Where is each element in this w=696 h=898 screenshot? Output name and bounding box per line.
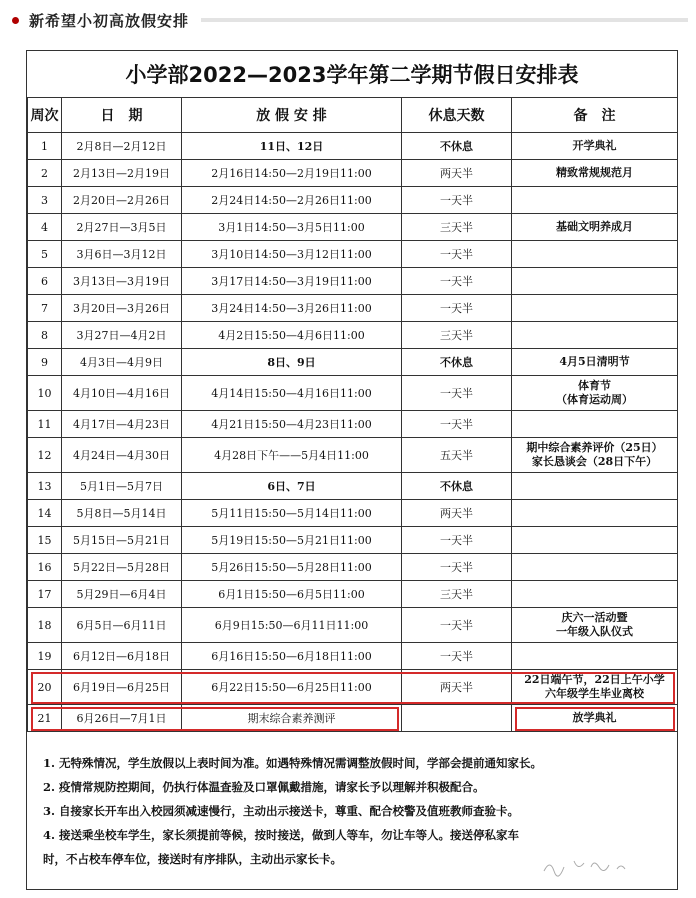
week-cell: 13 bbox=[28, 473, 62, 500]
plan-cell: 6月1日15:50—6月5日11:00 bbox=[182, 581, 402, 608]
note-cell bbox=[512, 527, 678, 554]
rest-days-cell: 一天半 bbox=[402, 411, 512, 438]
week-cell: 16 bbox=[28, 554, 62, 581]
note-text-line-2: 家长恳谈会（28日下午） bbox=[531, 455, 658, 468]
schedule-document bbox=[26, 50, 678, 890]
table-row bbox=[28, 500, 678, 527]
table-row bbox=[28, 643, 678, 670]
column-header-plan: 放 假 安 排 bbox=[182, 98, 402, 133]
note-cell bbox=[512, 133, 678, 160]
week-cell: 20 bbox=[28, 670, 62, 705]
date-cell: 5月15日—5月21日 bbox=[62, 527, 182, 554]
date-cell: 5月29日—6月4日 bbox=[62, 581, 182, 608]
week-cell: 19 bbox=[28, 643, 62, 670]
week-cell: 2 bbox=[28, 160, 62, 187]
rest-days-cell: 三天半 bbox=[402, 322, 512, 349]
table-row bbox=[28, 527, 678, 554]
note-text: 期中综合素养评价（25日） bbox=[526, 441, 663, 454]
column-header-rest-days: 休息天数 bbox=[402, 98, 512, 133]
schedule-table bbox=[27, 97, 678, 732]
plan-cell: 11日、12日 bbox=[182, 133, 402, 160]
note-text: 体育节 bbox=[578, 379, 611, 392]
plan-cell: 6月16日15:50—6月18日11:00 bbox=[182, 643, 402, 670]
table-row bbox=[28, 411, 678, 438]
note-text-line-2: 六年级学生毕业离校 bbox=[545, 687, 644, 700]
table-row bbox=[28, 322, 678, 349]
plan-cell: 2月16日14:50—2月19日11:00 bbox=[182, 160, 402, 187]
plan-cell: 5月26日15:50—5月28日11:00 bbox=[182, 554, 402, 581]
rest-days-cell: 三天半 bbox=[402, 581, 512, 608]
note-cell bbox=[512, 214, 678, 241]
note-text: 22日端午节，22日上午小学 bbox=[524, 673, 665, 686]
plan-cell: 8日、9日 bbox=[182, 349, 402, 376]
week-cell: 6 bbox=[28, 268, 62, 295]
date-cell: 5月1日—5月7日 bbox=[62, 473, 182, 500]
rest-days-cell: 三天半 bbox=[402, 214, 512, 241]
signature-scribble-icon bbox=[539, 853, 639, 879]
rest-days-cell: 一天半 bbox=[402, 295, 512, 322]
plan-cell: 6月9日15:50—6月11日11:00 bbox=[182, 608, 402, 643]
table-row bbox=[28, 376, 678, 411]
plan-cell: 4月21日15:50—4月23日11:00 bbox=[182, 411, 402, 438]
table-row bbox=[28, 268, 678, 295]
note-cell bbox=[512, 322, 678, 349]
date-cell: 2月27日—3月5日 bbox=[62, 214, 182, 241]
date-cell: 4月17日—4月23日 bbox=[62, 411, 182, 438]
date-cell: 5月8日—5月14日 bbox=[62, 500, 182, 527]
header-divider bbox=[201, 18, 688, 22]
date-cell: 2月13日—2月19日 bbox=[62, 160, 182, 187]
date-cell: 2月20日—2月26日 bbox=[62, 187, 182, 214]
table-row bbox=[28, 608, 678, 643]
page-title: 新希望小初高放假安排 bbox=[29, 11, 190, 30]
table-header-row bbox=[28, 98, 678, 133]
plan-cell: 2月24日14:50—2月26日11:00 bbox=[182, 187, 402, 214]
date-cell: 4月3日—4月9日 bbox=[62, 349, 182, 376]
note-cell bbox=[512, 411, 678, 438]
date-cell: 2月8日—2月12日 bbox=[62, 133, 182, 160]
plan-cell: 3月17日14:50—3月19日11:00 bbox=[182, 268, 402, 295]
table-row bbox=[28, 295, 678, 322]
note-text: 4月5日清明节 bbox=[559, 355, 630, 368]
plan-cell: 3月10日14:50—3月12日11:00 bbox=[182, 241, 402, 268]
note-cell bbox=[512, 268, 678, 295]
week-cell: 3 bbox=[28, 187, 62, 214]
note-cell bbox=[512, 670, 678, 705]
table-row bbox=[28, 187, 678, 214]
footnote-item: 1. 无特殊情况，学生放假以上表时间为准。如遇特殊情况需调整放假时间，学部会提前通知家长。 bbox=[43, 756, 543, 770]
table-row bbox=[28, 214, 678, 241]
plan-cell: 6月22日15:50—6月25日11:00 bbox=[182, 670, 402, 705]
page-header bbox=[12, 10, 688, 30]
table-row bbox=[28, 349, 678, 376]
note-cell bbox=[512, 500, 678, 527]
column-header-date: 日 期 bbox=[62, 98, 182, 133]
note-text: 精致常规规范月 bbox=[556, 166, 633, 179]
rest-days-cell: 一天半 bbox=[402, 241, 512, 268]
note-cell bbox=[512, 554, 678, 581]
footnote-item: 4. 接送乘坐校车学生，家长须提前等候，按时接送，做到人等车，勿让车等人。接送停私家车 bbox=[43, 828, 520, 842]
plan-cell: 期末综合素养测评 bbox=[182, 705, 402, 732]
rest-days-cell: 一天半 bbox=[402, 187, 512, 214]
table-row bbox=[28, 670, 678, 705]
week-cell: 18 bbox=[28, 608, 62, 643]
table-row bbox=[28, 473, 678, 500]
table-row bbox=[28, 581, 678, 608]
schedule-title: 小学部2022—2023学年第二学期节假日安排表 bbox=[125, 63, 579, 87]
note-text: 开学典礼 bbox=[572, 139, 617, 152]
table-row bbox=[28, 241, 678, 268]
rest-days-cell: 不休息 bbox=[402, 473, 512, 500]
note-cell bbox=[512, 187, 678, 214]
note-cell bbox=[512, 376, 678, 411]
rest-days-cell: 不休息 bbox=[402, 133, 512, 160]
note-cell bbox=[512, 438, 678, 473]
plan-cell: 5月11日15:50—5月14日11:00 bbox=[182, 500, 402, 527]
plan-cell: 5月19日15:50—5月21日11:00 bbox=[182, 527, 402, 554]
week-cell: 17 bbox=[28, 581, 62, 608]
note-cell bbox=[512, 295, 678, 322]
date-cell: 3月20日—3月26日 bbox=[62, 295, 182, 322]
table-row bbox=[28, 554, 678, 581]
date-cell: 3月13日—3月19日 bbox=[62, 268, 182, 295]
date-cell: 4月10日—4月16日 bbox=[62, 376, 182, 411]
week-cell: 14 bbox=[28, 500, 62, 527]
date-cell: 6月19日—6月25日 bbox=[62, 670, 182, 705]
date-cell: 3月6日—3月12日 bbox=[62, 241, 182, 268]
table-row bbox=[28, 160, 678, 187]
note-cell bbox=[512, 160, 678, 187]
note-cell bbox=[512, 608, 678, 643]
rest-days-cell: 不休息 bbox=[402, 349, 512, 376]
date-cell: 6月12日—6月18日 bbox=[62, 643, 182, 670]
rest-days-cell: 一天半 bbox=[402, 376, 512, 411]
date-cell: 4月24日—4月30日 bbox=[62, 438, 182, 473]
plan-cell: 4月2日15:50—4月6日11:00 bbox=[182, 322, 402, 349]
note-cell bbox=[512, 581, 678, 608]
note-cell bbox=[512, 349, 678, 376]
plan-cell: 3月24日14:50—3月26日11:00 bbox=[182, 295, 402, 322]
rest-days-cell: 一天半 bbox=[402, 643, 512, 670]
plan-cell: 4月14日15:50—4月16日11:00 bbox=[182, 376, 402, 411]
date-cell: 6月5日—6月11日 bbox=[62, 608, 182, 643]
footnote-item: 3. 自接家长开车出入校园须减速慢行，主动出示接送卡，尊重、配合校警及值班教师查验卡。 bbox=[43, 804, 520, 818]
note-text: 庆六一活动暨 bbox=[561, 611, 628, 624]
rest-days-cell: 五天半 bbox=[402, 438, 512, 473]
footnote-item: 时，不占校车停车位，接送时有序排队，主动出示家长卡。 bbox=[43, 852, 342, 866]
rest-days-cell: 两天半 bbox=[402, 500, 512, 527]
date-cell: 6月26日—7月1日 bbox=[62, 705, 182, 732]
week-cell: 11 bbox=[28, 411, 62, 438]
rest-days-cell: 两天半 bbox=[402, 670, 512, 705]
date-cell: 3月27日—4月2日 bbox=[62, 322, 182, 349]
rest-days-cell: 两天半 bbox=[402, 160, 512, 187]
table-row bbox=[28, 438, 678, 473]
rest-days-cell: 一天半 bbox=[402, 527, 512, 554]
plan-cell: 6日、7日 bbox=[182, 473, 402, 500]
note-cell bbox=[512, 473, 678, 500]
column-header-week: 周次 bbox=[28, 98, 62, 133]
note-cell bbox=[512, 705, 678, 732]
week-cell: 15 bbox=[28, 527, 62, 554]
table-row bbox=[28, 705, 678, 732]
week-cell: 5 bbox=[28, 241, 62, 268]
week-cell: 21 bbox=[28, 705, 62, 732]
note-text-line-2: 一年级入队仪式 bbox=[556, 625, 633, 638]
rest-days-cell: 一天半 bbox=[402, 554, 512, 581]
footnote-item: 2. 疫情常规防控期间，仍执行体温查验及口罩佩戴措施，请家长予以理解并积极配合。 bbox=[43, 780, 485, 794]
week-cell: 7 bbox=[28, 295, 62, 322]
bullet-dot-icon bbox=[12, 17, 19, 24]
table-row bbox=[28, 133, 678, 160]
note-text: 放学典礼 bbox=[572, 711, 617, 724]
rest-days-cell: 一天半 bbox=[402, 268, 512, 295]
date-cell: 5月22日—5月28日 bbox=[62, 554, 182, 581]
week-cell: 4 bbox=[28, 214, 62, 241]
week-cell: 1 bbox=[28, 133, 62, 160]
rest-days-cell bbox=[402, 705, 512, 732]
plan-cell: 4月28日下午——5月4日11:00 bbox=[182, 438, 402, 473]
plan-cell: 3月1日14:50—3月5日11:00 bbox=[182, 214, 402, 241]
note-text: 基础文明养成月 bbox=[556, 220, 633, 233]
note-cell bbox=[512, 241, 678, 268]
rest-days-cell: 一天半 bbox=[402, 608, 512, 643]
week-cell: 10 bbox=[28, 376, 62, 411]
week-cell: 9 bbox=[28, 349, 62, 376]
column-header-notes: 备 注 bbox=[512, 98, 678, 133]
week-cell: 12 bbox=[28, 438, 62, 473]
note-text-line-2: （体育运动周） bbox=[556, 393, 633, 406]
note-cell bbox=[512, 643, 678, 670]
week-cell: 8 bbox=[28, 322, 62, 349]
